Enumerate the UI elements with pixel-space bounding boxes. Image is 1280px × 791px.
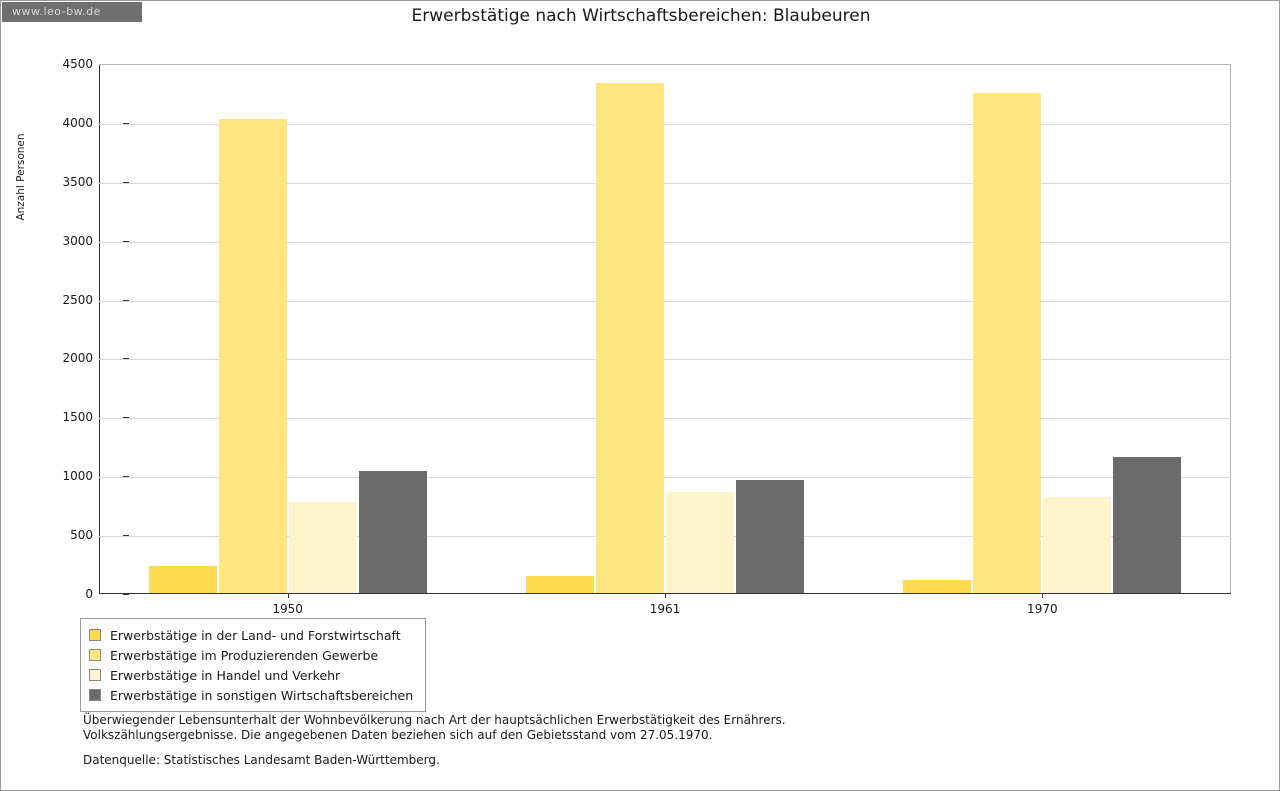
- bar: [219, 119, 287, 593]
- y-axis-label: Anzahl Personen: [15, 133, 27, 221]
- y-tick-label: 0: [85, 587, 93, 601]
- legend-swatch-icon: [89, 689, 101, 701]
- y-tick-label: 3000: [62, 233, 93, 248]
- x-tick-label: 1950: [272, 602, 303, 616]
- legend-label: Erwerbstätige in der Land- und Forstwirtschaft: [110, 627, 401, 643]
- y-tick-label: 1000: [62, 469, 93, 484]
- x-tick-mark: [288, 593, 289, 598]
- legend-item: [89, 645, 413, 665]
- footnote-block: [83, 713, 786, 743]
- watermark-label: www.leo-bw.de: [2, 2, 142, 22]
- bar: [1113, 457, 1181, 593]
- footnote-line: Volkszählungsergebnisse. Die angegebenen Daten beziehen sich auf den Gebietsstand vom 27.05.1970.: [83, 728, 713, 742]
- y-tick-label: 4000: [62, 115, 93, 130]
- plot-area: [99, 64, 1231, 594]
- legend-item: [89, 625, 413, 645]
- y-tick-label: 4500: [62, 57, 93, 71]
- bar: [666, 492, 734, 593]
- bar: [1043, 497, 1111, 593]
- bar-group: [854, 63, 1231, 593]
- bar: [973, 93, 1041, 593]
- legend-swatch-icon: [89, 629, 101, 641]
- y-tick-label: 2000: [62, 351, 93, 366]
- x-tick-label: 1961: [649, 602, 681, 616]
- bar: [596, 83, 664, 593]
- y-tick-label: 3500: [62, 174, 93, 189]
- bar: [149, 566, 217, 593]
- legend-label: Erwerbstätige im Produzierenden Gewerbe: [110, 647, 379, 663]
- source-note: Datenquelle: Statistisches Landesamt Baden-Württemberg.: [83, 753, 440, 767]
- bar: [359, 471, 427, 593]
- bar-group: [99, 63, 476, 593]
- y-tick-label: 2500: [62, 292, 93, 307]
- bar: [903, 580, 971, 593]
- x-tick-mark: [665, 593, 666, 598]
- chart-legend: [80, 618, 426, 712]
- legend-label: Erwerbstätige in Handel und Verkehr: [110, 667, 341, 683]
- bar-group: [476, 63, 853, 593]
- x-tick-mark: [1042, 593, 1043, 598]
- x-tick-label: 1970: [1027, 602, 1058, 616]
- chart-title: Erwerbstätige nach Wirtschaftsbereichen: Blaubeuren: [411, 6, 871, 26]
- y-tick-label: 500: [70, 528, 93, 543]
- legend-label: Erwerbstätige in sonstigen Wirtschaftsbereichen: [110, 687, 414, 703]
- y-tick-mark: [123, 594, 129, 595]
- legend-item: [89, 685, 413, 705]
- legend-swatch-icon: [89, 649, 101, 661]
- bar: [289, 502, 357, 593]
- legend-swatch-icon: [89, 669, 101, 681]
- bar: [736, 480, 804, 593]
- footnote-line: Überwiegender Lebensunterhalt der Wohnbevölkerung nach Art der hauptsächlichen Erwerbstätigkeit des Ernährers.: [83, 713, 786, 727]
- y-tick-label: 1500: [62, 410, 93, 425]
- legend-item: [89, 665, 413, 685]
- bar: [526, 576, 594, 593]
- y-axis-ticks: [31, 57, 93, 601]
